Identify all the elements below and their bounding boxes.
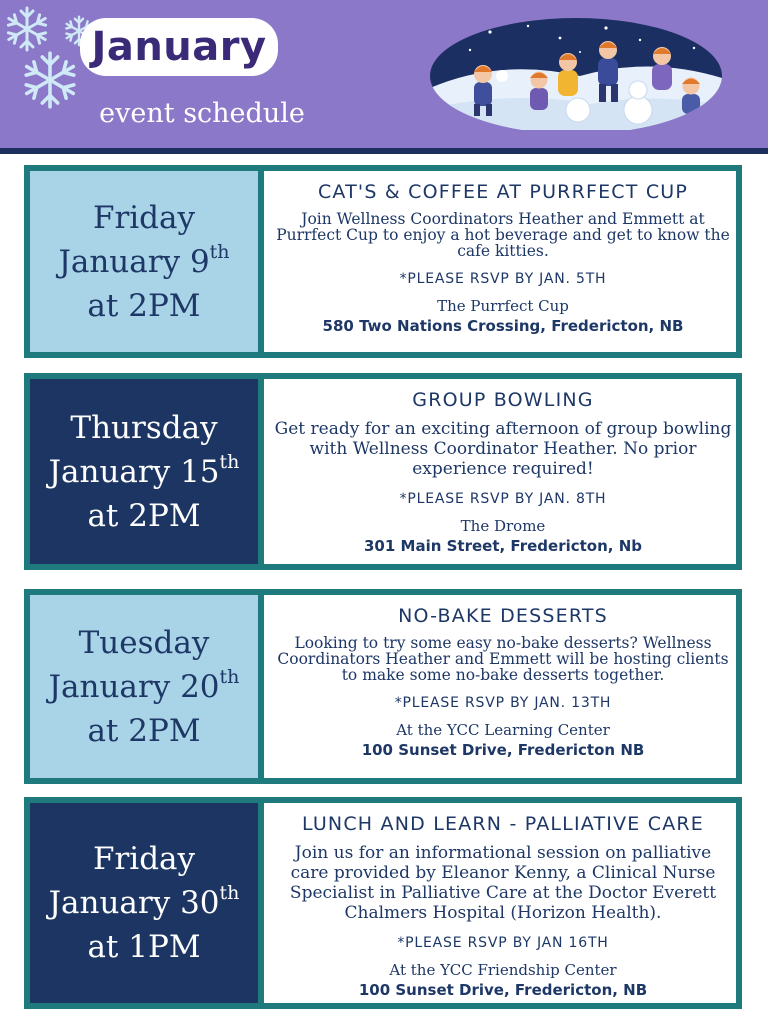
event-details (270, 803, 736, 1003)
event-details (270, 379, 736, 564)
event-card (24, 797, 742, 1009)
event-title: LUNCH AND LEARN - PALLIATIVE CARE (301, 813, 705, 835)
event-month-day: January 20 (48, 668, 220, 705)
event-card (24, 373, 742, 570)
event-time: at 2PM (87, 497, 201, 534)
event-venue: At the YCC Learning Center (396, 721, 610, 739)
event-date-suffix: th (209, 240, 230, 263)
event-day: Friday (92, 199, 196, 236)
event-date-suffix: th (219, 882, 240, 904)
event-address: 100 Sunset Drive, Fredericton NB (361, 741, 645, 759)
event-rsvp: *PLEASE RSVP BY JAN. 5TH (399, 271, 607, 287)
event-month-day: January 30 (48, 885, 220, 921)
event-rsvp: *PLEASE RSVP BY JAN. 13TH (394, 695, 612, 711)
event-description: Looking to try some easy no-bake desserts? Wellness Coordinators Heather and Emmett will be hosting clients to make some no-bake desserts together. (277, 634, 729, 684)
event-rsvp: *PLEASE RSVP BY JAN 16TH (397, 935, 609, 951)
snowflake-icon (2, 4, 52, 54)
event-day: Tuesday (78, 624, 210, 661)
event-time: at 1PM (87, 929, 201, 965)
event-card (24, 589, 742, 784)
event-rsvp: *PLEASE RSVP BY JAN. 8TH (399, 491, 607, 507)
event-date-suffix: th (219, 450, 240, 473)
event-address: 100 Sunset Drive, Fredericton, NB (358, 981, 648, 999)
event-card (24, 165, 742, 358)
event-date-suffix: th (219, 665, 240, 688)
event-description: Join Wellness Coordinators Heather and Emmett at Purrfect Cup to enjoy a hot beverage and get to know the cafe kitties. (276, 210, 730, 260)
event-month-day: January 15 (48, 453, 220, 490)
event-venue: At the YCC Friendship Center (389, 961, 617, 979)
event-description: Join us for an informational session on palliative care provided by Eleanor Kenny, a Clinical Nurse Specialist in Palliative Care at the Doctor Everett Chalmers Hospital (Horizon Health). (289, 843, 717, 923)
event-time: at 2PM (87, 712, 201, 749)
event-venue: The Drome (460, 517, 546, 535)
page-subtitle: event schedule (99, 98, 305, 129)
event-date (30, 171, 264, 352)
event-month-day: January 9 (58, 243, 210, 280)
event-date (30, 803, 264, 1003)
event-title: GROUP BOWLING (412, 389, 594, 411)
event-details (270, 171, 736, 352)
event-title: NO-BAKE DESSERTS (398, 605, 608, 627)
event-title: CAT'S & COFFEE AT PURRFECT CUP (317, 181, 689, 203)
event-date (30, 379, 264, 564)
header-divider (0, 148, 768, 154)
event-address: 580 Two Nations Crossing, Fredericton, NB (322, 317, 684, 335)
header-banner (0, 0, 768, 148)
event-address: 301 Main Street, Fredericton, Nb (364, 537, 642, 555)
event-description: Get ready for an exciting afternoon of group bowling with Wellness Coordinator Heather. No prior experience required! (274, 419, 732, 479)
kids-snow-illustration (430, 18, 722, 130)
event-details (270, 595, 736, 778)
event-venue: The Purrfect Cup (437, 297, 569, 315)
event-day: Friday (92, 841, 196, 877)
event-day: Thursday (70, 409, 218, 446)
page-title: January (80, 18, 278, 76)
event-date (30, 595, 264, 778)
event-time: at 2PM (87, 287, 201, 324)
